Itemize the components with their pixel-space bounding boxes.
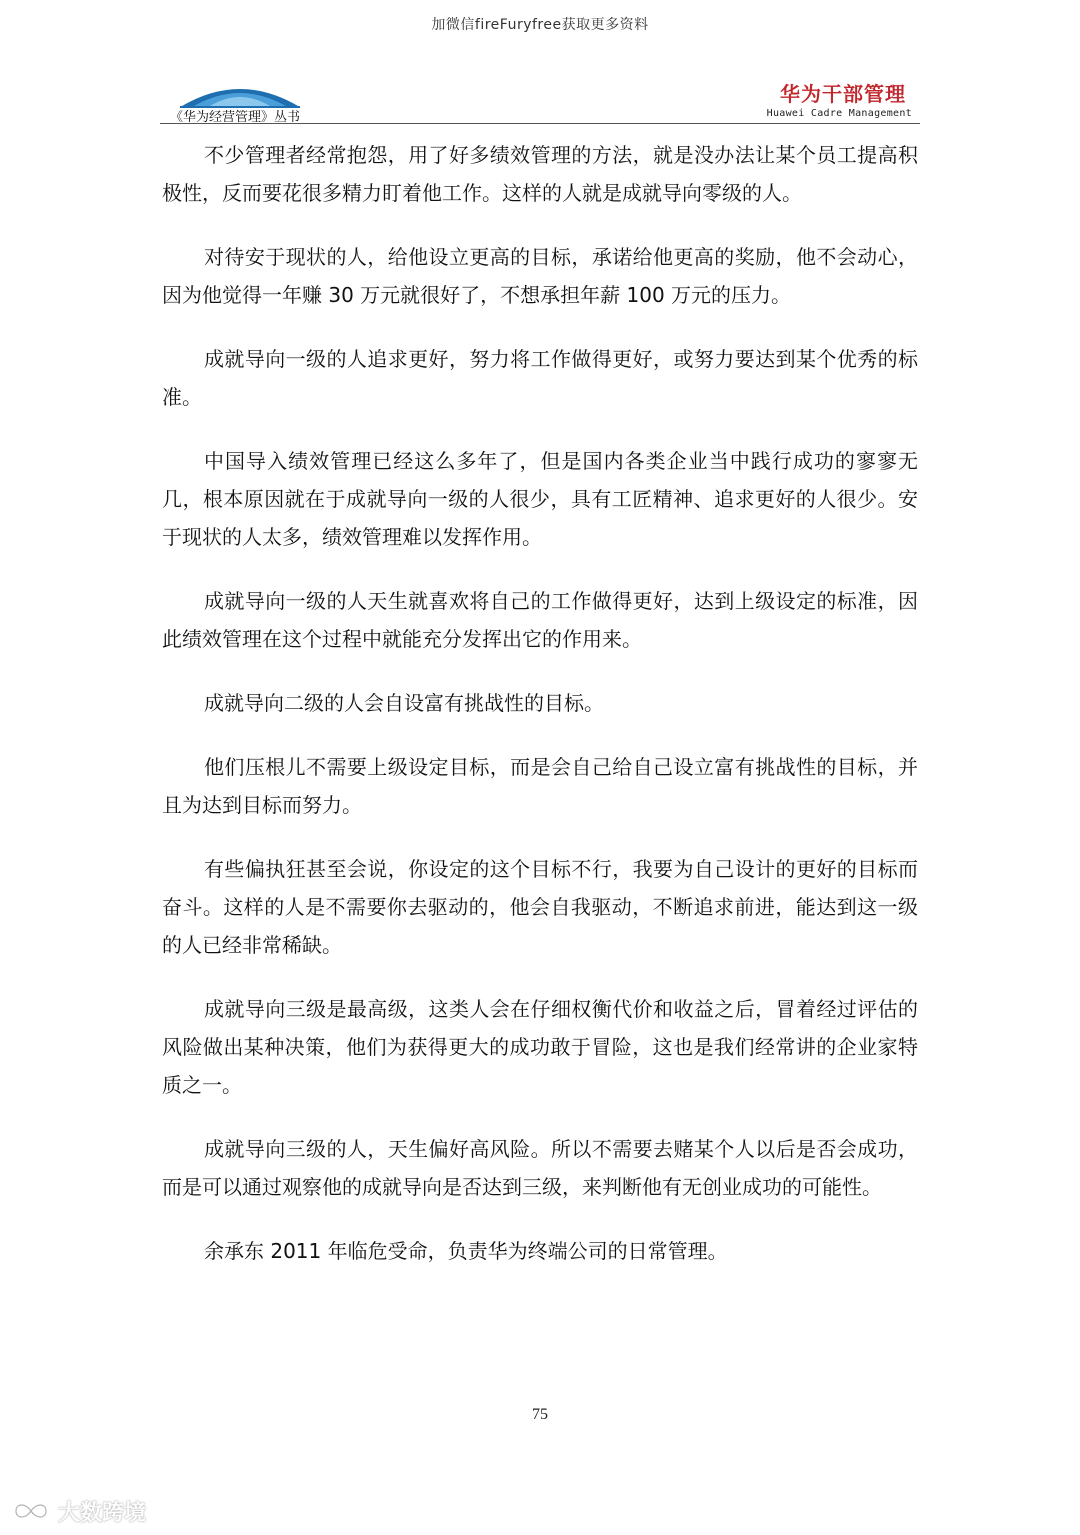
paragraph: 有些偏执狂甚至会说，你设定的这个目标不行，我要为自己设计的更好的目标而奋斗。这样的人是不需要你去驱动的，他会自我驱动，不断追求前进，能达到这一级的人已经非常稀缺。 xyxy=(162,857,918,957)
top-note: 加微信fireFuryfree获取更多资料 xyxy=(431,17,649,33)
watermark xyxy=(8,1494,146,1528)
body-text xyxy=(162,136,918,1296)
paragraph: 余承东 2011 年临危受命，负责华为终端公司的日常管理。 xyxy=(204,1239,728,1263)
paragraph: 成就导向三级的人，天生偏好高风险。所以不需要去赌某个人以后是否会成功，而是可以通过观察他的成就导向是否达到三级，来判断他有无创业成功的可能性。 xyxy=(162,1137,918,1199)
header-divider xyxy=(160,123,920,124)
infinity-logo-icon xyxy=(8,1496,54,1526)
paragraph: 成就导向二级的人会自设富有挑战性的目标。 xyxy=(204,691,604,715)
paragraph: 对待安于现状的人，给他设立更高的目标，承诺给他更高的奖励，他不会动心，因为他觉得一年赚 30 万元就很好了，不想承担年薪 100 万元的压力。 xyxy=(162,245,918,307)
mountain-logo-icon xyxy=(180,76,300,110)
paragraph: 成就导向三级是最高级，这类人会在仔细权衡代价和收益之后，冒着经过评估的风险做出某种决策，他们为获得更大的成功敢于冒险，这也是我们经常讲的企业家特质之一。 xyxy=(162,997,918,1097)
page-header xyxy=(160,70,920,126)
brand-subtitle: Huawei Cadre Management xyxy=(766,108,912,119)
paragraph: 他们压根儿不需要上级设定目标，而是会自己给自己设立富有挑战性的目标，并且为达到目标而努力。 xyxy=(162,755,918,817)
brand-title: 华为干部管理 xyxy=(780,82,906,106)
paragraph: 不少管理者经常抱怨，用了好多绩效管理的方法，就是没办法让某个员工提高积极性，反而要花很多精力盯着他工作。这样的人就是成就导向零级的人。 xyxy=(162,143,918,205)
watermark-text: 大数跨境 xyxy=(58,1500,147,1526)
paragraph: 成就导向一级的人天生就喜欢将自己的工作做得更好，达到上级设定的标准，因此绩效管理在这个过程中就能充分发挥出它的作用来。 xyxy=(162,589,918,651)
paragraph: 中国导入绩效管理已经这么多年了，但是国内各类企业当中践行成功的寥寥无几，根本原因就在于成就导向一级的人很少，具有工匠精神、追求更好的人很少。安于现状的人太多，绩效管理难以发挥作用。 xyxy=(162,449,918,549)
page-number: 75 xyxy=(532,1406,548,1423)
paragraph: 成就导向一级的人追求更好，努力将工作做得更好，或努力要达到某个优秀的标准。 xyxy=(162,347,918,409)
series-title: 《华为经营管理》丛书 xyxy=(170,110,301,125)
